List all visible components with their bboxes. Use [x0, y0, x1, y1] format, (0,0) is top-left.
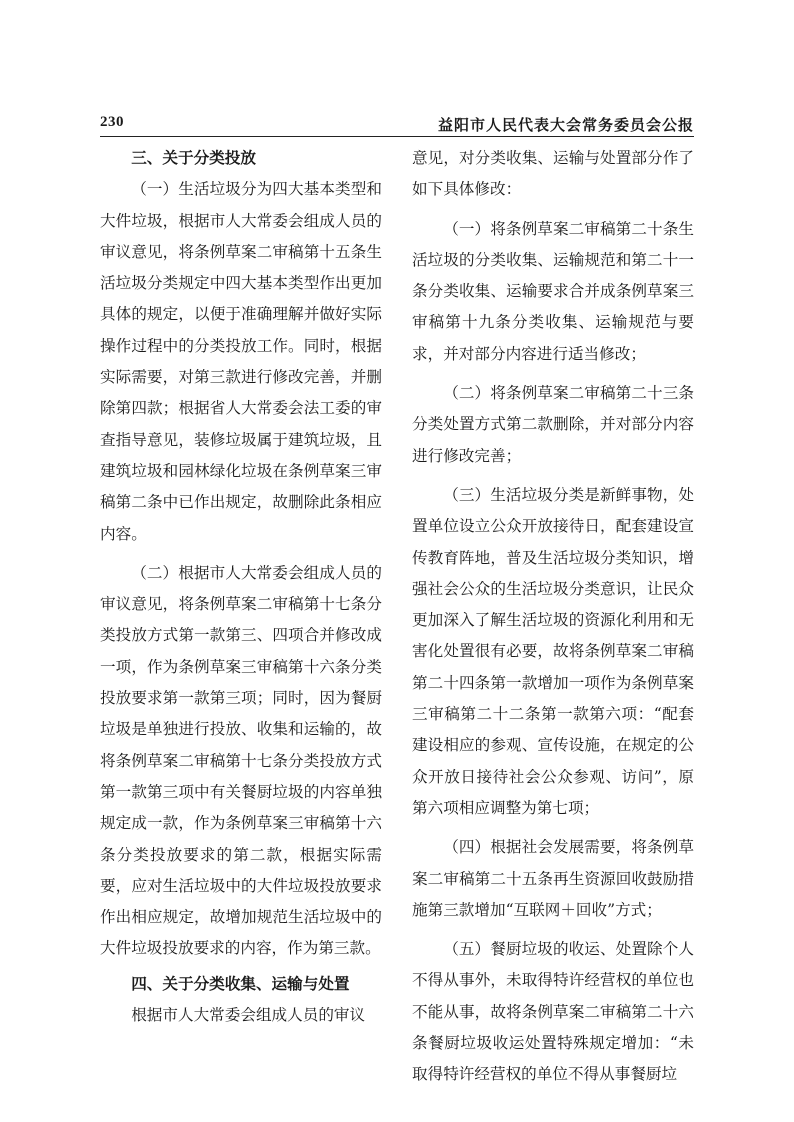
section-heading-4: 四、关于分类收集、运输与处置: [131, 974, 350, 993]
right-column: [412, 143, 694, 1091]
list-item: （四）根据社会发展需要，将条例草案二审稿第二十五条再生资源回收鼓励措施第三款增加“互联网＋回收”方式；: [412, 838, 694, 919]
left-column: [100, 143, 382, 1031]
paragraph: （二）根据市人大常委会组成人员的审议意见，将条例草案二审稿第十七条分类投放方式第一款第三、四项合并修改成一项，作为条例草案三审稿第十六条分类投放要求第一款第三项；同时，因为餐厨垃圾是单独进行投放、收集和运输的，故将条例草案二审稿第十七条分类投放方式第一款第三项中有关餐厨垃圾的内容单独规定成一款，作为条例草案三审稿第十六条分类投放要求的第二款，根据实际需要，应对生活垃圾中的大件垃圾投放要求作出相应规定，故增加规范生活垃圾中的大件垃圾投放要求的内容，作为第三款。: [100, 563, 382, 958]
header-rule: [100, 136, 694, 137]
journal-title: 益阳市人民代表大会常务委员会公报: [437, 116, 694, 134]
page-number: 230: [100, 114, 124, 130]
list-item: （五）餐厨垃圾的收运、处置除个人不得从事外，未取得特许经营权的单位也不能从事，故将条例草案二审稿第二十六条餐厨垃圾收运处置特殊规定增加：“未取得特许经营权的单位不得从事餐厨垃: [412, 940, 694, 1084]
paragraph-continuation: 意见，对分类收集、运输与处置部分作了如下具体修改：: [412, 149, 694, 199]
section-heading-3: 三、关于分类投放: [131, 149, 256, 167]
list-item: （二）将条例草案二审稿第二十三条分类处置方式第二款删除，并对部分内容进行修改完善；: [412, 384, 694, 465]
page-header: [100, 114, 694, 138]
list-item: （一）将条例草案二审稿第二十条生活垃圾的分类收集、运输规范和第二十一条分类收集、运输要求合并成条例草案三审稿第十九条分类收集、运输规范与要求，并对部分内容进行适当修改；: [412, 219, 694, 363]
list-item: （三）生活垃圾分类是新鲜事物，处置单位设立公众开放接待日，配套建设宣传教育阵地，普及生活垃圾分类知识，增强社会公众的生活垃圾分类意识，让民众更加深入了解生活垃圾的资源化利用和无害化处置很有必要，故将条例草案二审稿第二十四条第一款增加一项作为条例草案三审稿第二十二条第一款第六项：“配套建设相应的参观、宣传设施，在规定的公众开放日接待社会公众参观、访问”，原第六项相应调整为第七项；: [412, 485, 694, 817]
paragraph: 根据市人大常委会组成人员的审议: [131, 1006, 366, 1025]
paragraph: （一）生活垃圾分为四大基本类型和大件垃圾，根据市人大常委会组成人员的审议意见，将条例草案二审稿第十五条生活垃圾分类规定中四大基本类型作出更加具体的规定，以便于准确理解并做好实际操作过程中的分类投放工作。同时，根据实际需要，对第三款进行修改完善，并删除第四款；根据省人大常委会法工委的审查指导意见，装修垃圾属于建筑垃圾，且建筑垃圾和园林绿化垃圾在条例草案三审稿第二条中已作出规定，故删除此条相应内容。: [100, 180, 382, 543]
